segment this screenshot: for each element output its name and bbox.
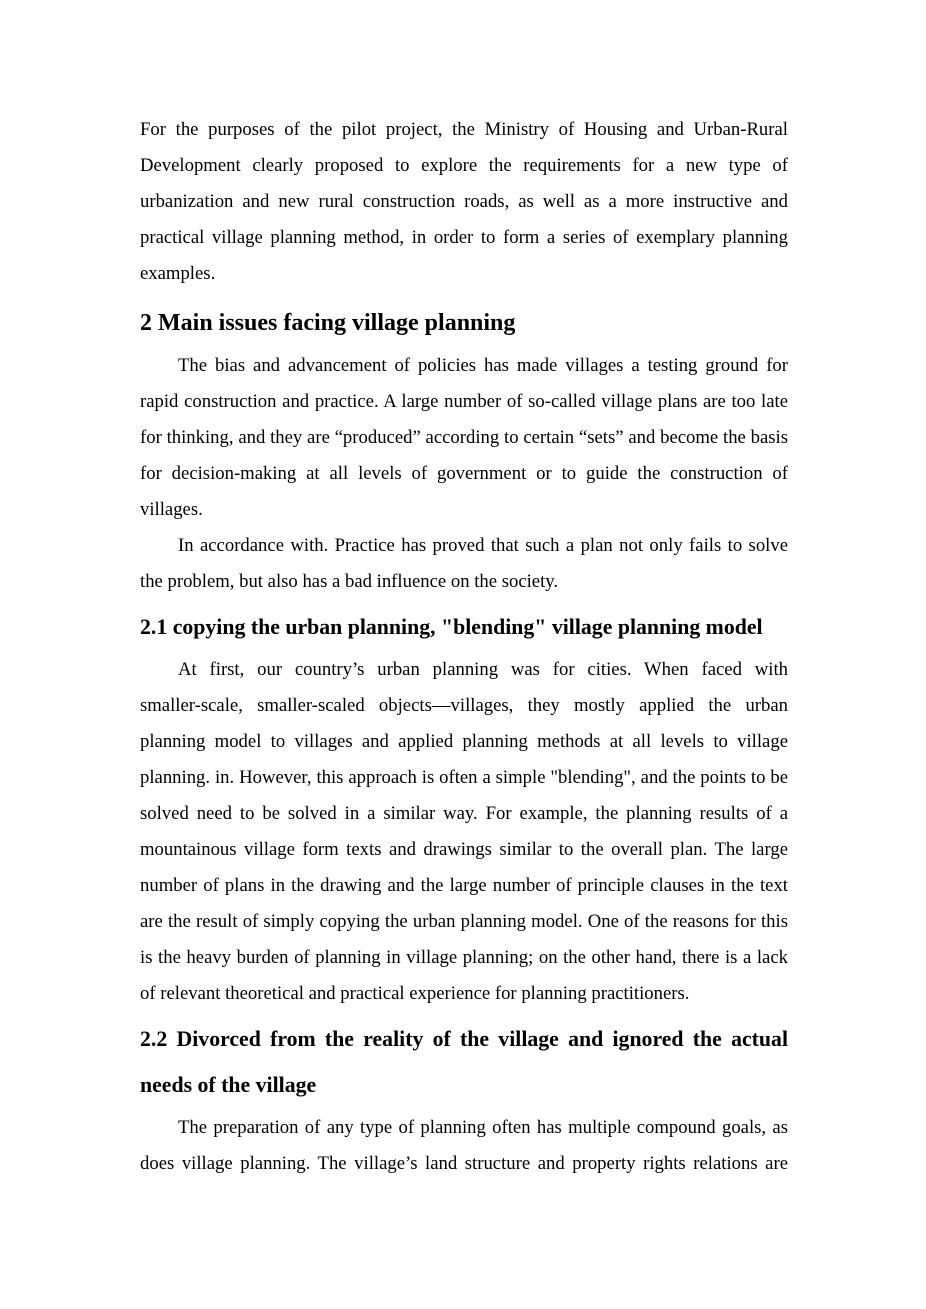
text-line: needs of the village (140, 1073, 317, 1097)
text-line: planning. in. However, this approach is often a simple "blending", and the points to be (140, 767, 788, 788)
text-line: for decision-making at all levels of government or to guide the construction of (140, 463, 788, 484)
text-line: Development clearly proposed to explore the requirements for a new type of (140, 155, 788, 176)
text-line: are the result of simply copying the urban planning model. One of the reasons for this (140, 911, 788, 932)
text-line: mountainous village form texts and drawings similar to the overall plan. The large (140, 839, 788, 860)
text-line: the problem, but also has a bad influence on the society. (140, 571, 559, 592)
text-line: The preparation of any type of planning often has multiple compound goals, as (178, 1117, 788, 1138)
text-line: does village planning. The village’s land structure and property rights relations are (140, 1153, 788, 1174)
paragraph (140, 1110, 788, 1182)
text-line: villages. (140, 499, 203, 520)
text-line: 2 Main issues facing village planning (140, 310, 516, 336)
section-heading (140, 1016, 788, 1108)
text-line: 2.2 Divorced from the reality of the village and ignored the actual (140, 1027, 788, 1051)
text-line: examples. (140, 263, 216, 284)
section-heading (140, 604, 788, 650)
text-line: number of plans in the drawing and the large number of principle clauses in the text (140, 875, 788, 896)
document-content (140, 112, 788, 1182)
paragraph (140, 652, 788, 1012)
text-line: solved need to be solved in a similar way. For example, the planning results of a (140, 803, 788, 824)
paragraph (140, 528, 788, 600)
text-line: of relevant theoretical and practical experience for planning practitioners. (140, 983, 690, 1004)
text-line: smaller-scale, smaller-scaled objects—villages, they mostly applied the urban (140, 695, 788, 716)
text-line: practical village planning method, in order to form a series of exemplary planning (140, 227, 788, 248)
text-line: planning model to villages and applied planning methods at all levels to village (140, 731, 788, 752)
text-line: At first, our country’s urban planning was for cities. When faced with (178, 659, 788, 680)
text-line: is the heavy burden of planning in village planning; on the other hand, there is a lack (140, 947, 788, 968)
paragraph (140, 112, 788, 292)
text-line: In accordance with. Practice has proved that such a plan not only fails to solve (178, 535, 788, 556)
text-line: 2.1 copying the urban planning, "blending" village planning model (140, 615, 763, 639)
text-line: rapid construction and practice. A large number of so-called village plans are too late (140, 391, 788, 412)
section-heading (140, 300, 788, 346)
text-line: for thinking, and they are “produced” according to certain “sets” and become the basis (140, 427, 788, 448)
text-line: urbanization and new rural construction roads, as well as a more instructive and (140, 191, 788, 212)
paragraph (140, 348, 788, 528)
text-line: The bias and advancement of policies has made villages a testing ground for (178, 355, 788, 376)
text-line: For the purposes of the pilot project, the Ministry of Housing and Urban-Rural (140, 119, 788, 140)
